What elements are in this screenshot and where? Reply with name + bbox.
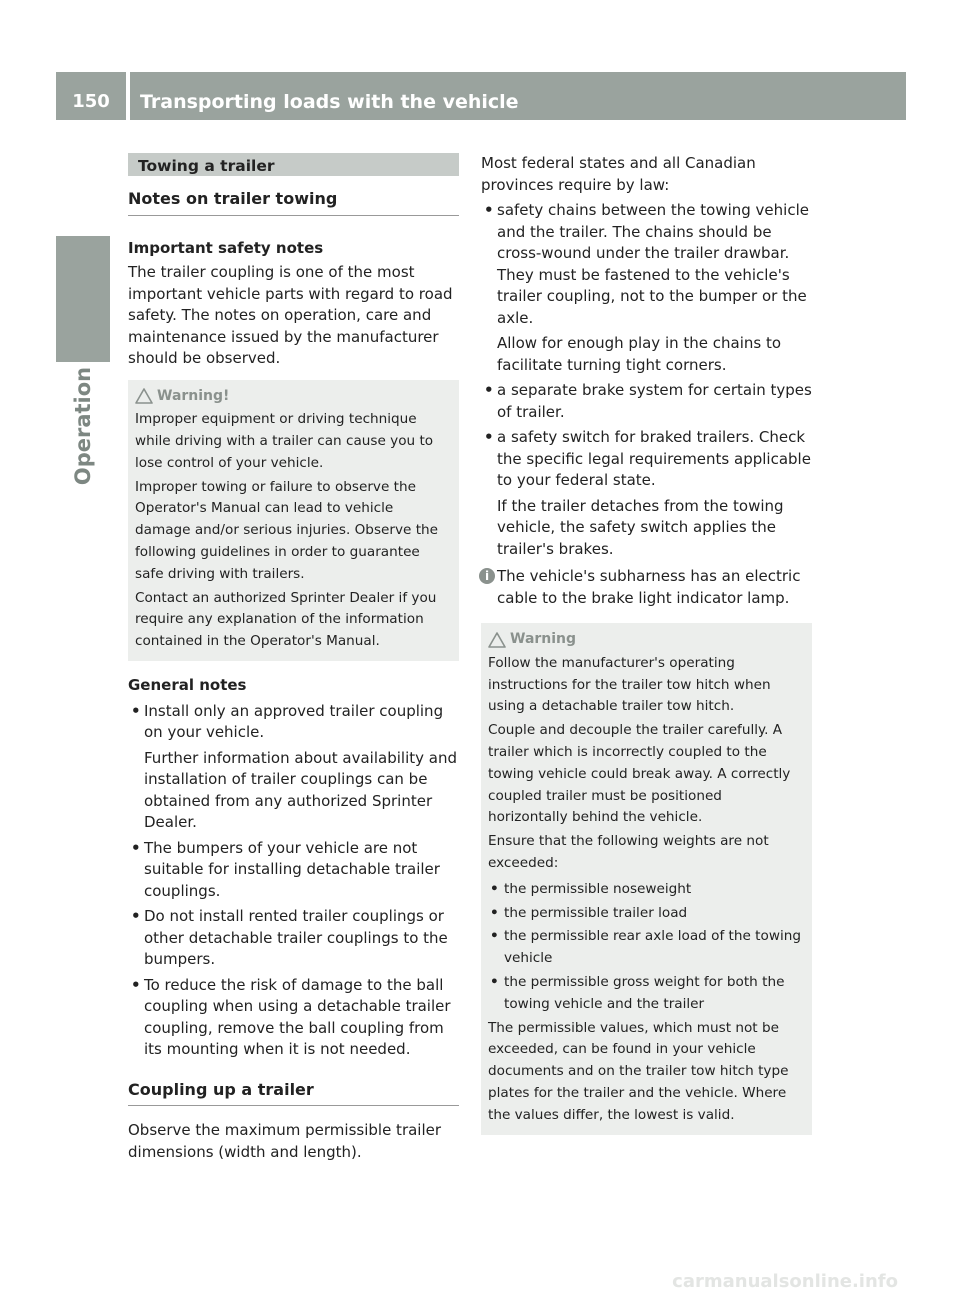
list-item: • safety chains between the towing vehicle and the trailer. The chains should be cross-wound under the trailer drawbar. They must be fastened to the vehicle's trailer coupling, not to the bumper or the axle. Allow for enough play in the chains to facilitate turning tight corners.	[481, 200, 812, 376]
chapter-title: Transporting loads with the vehicle	[140, 91, 519, 113]
list-item: • the permissible gross weight for both the towing vehicle and the trailer	[488, 972, 805, 1016]
side-label-text: Operation	[71, 366, 95, 486]
list-item: • a separate brake system for certain types of trailer.	[481, 380, 812, 423]
coupling-title: Coupling up a trailer	[128, 1065, 459, 1107]
warning-paragraph: Contact an authorized Sprinter Dealer if you require any explanation of the information contained in the Operator's Manual.	[135, 589, 437, 650]
coupling-text: Observe the maximum permissible trailer dimensions (width and length).	[128, 1121, 442, 1161]
list-item: • a safety switch for braked trailers. Check the specific legal requirements applicable to your federal state. If the trailer detaches from the towing vehicle, the safety switch applies the trailer's brakes.	[481, 427, 812, 560]
info-text: The vehicle's subharness has an electric cable to the brake light indicator lamp.	[497, 567, 801, 607]
warning-paragraph: The permissible values, which must not be exceeded, can be found in your vehicle documents and on the trailer tow hitch type plates for the trailer and the vehicle. Where the values differ, the lowest is valid.	[488, 1019, 789, 1123]
list-item: • The bumpers of your vehicle are not suitable for installing detachable trailer couplings.	[128, 838, 459, 903]
list-item: • the permissible noseweight	[488, 879, 805, 901]
list-item: • To reduce the risk of damage to the ball coupling when using a detachable trailer coupling, remove the ball coupling from its mounting when it is not needed.	[128, 975, 459, 1061]
warning-paragraph: Ensure that the following weights are not exceeded:	[488, 833, 769, 871]
general-notes-list	[128, 701, 459, 1061]
list-item: • the permissible rear axle load of the towing vehicle	[488, 926, 805, 970]
law-requirements-list	[481, 200, 812, 560]
header-divider	[126, 72, 130, 120]
section-title: Towing a trailer	[128, 153, 459, 176]
warning-paragraph: Follow the manufacturer's operating instructions for the trailer tow hitch when using a detachable trailer tow hitch.	[488, 654, 771, 715]
law-intro: Most federal states and all Canadian provinces require by law:	[481, 154, 756, 194]
list-item: • Do not install rented trailer couplings or other detachable trailer couplings to the bumpers.	[128, 906, 459, 971]
safety-text: The trailer coupling is one of the most important vehicle parts with regard to road safety. The notes on operation, care and maintenance issued by the manufacturer should be observed.	[128, 263, 453, 367]
info-note	[481, 566, 812, 609]
warning-paragraph: Improper towing or failure to observe the Operator's Manual can lead to vehicle damage and/or serious injuries. Observe the following guidelines in order to guarantee safe driving with trailers.	[135, 478, 439, 582]
side-section-label	[56, 362, 110, 490]
safety-heading: Important safety notes	[128, 238, 324, 257]
warning-paragraph: Improper equipment or driving technique while driving with a trailer can cause you to lose control of your vehicle.	[135, 411, 434, 471]
list-item: • Install only an approved trailer coupling on your vehicle. Further information about availability and installation of trailer couplings can be obtained from any authorized Sprinter Dealer.	[128, 701, 459, 834]
side-tab-marker	[56, 236, 110, 362]
subsection-title: Notes on trailer towing	[128, 176, 459, 216]
left-column	[128, 153, 459, 1163]
footer-watermark: carmanualsonline.info	[672, 1271, 898, 1292]
page-header	[56, 72, 906, 120]
warning-paragraph: Couple and decouple the trailer carefully. A trailer which is incorrectly coupled to the towing vehicle could break away. A correctly coupled trailer must be positioned horizontally behind the vehicle.	[488, 722, 791, 826]
warning-heading: Warning!	[157, 387, 230, 404]
warning-triangle-icon	[488, 632, 506, 648]
right-column	[481, 153, 812, 1135]
warning-header	[135, 386, 452, 408]
page-number: 150	[72, 91, 110, 112]
warning-box	[128, 380, 459, 662]
warning-box	[481, 623, 812, 1135]
warning-heading: Warning	[510, 631, 577, 647]
weights-list	[488, 879, 805, 1016]
warning-triangle-icon	[135, 388, 153, 404]
list-item: • the permissible trailer load	[488, 903, 805, 925]
general-notes-heading: General notes	[128, 676, 247, 695]
info-icon: i	[479, 568, 495, 584]
warning-header	[488, 629, 805, 651]
